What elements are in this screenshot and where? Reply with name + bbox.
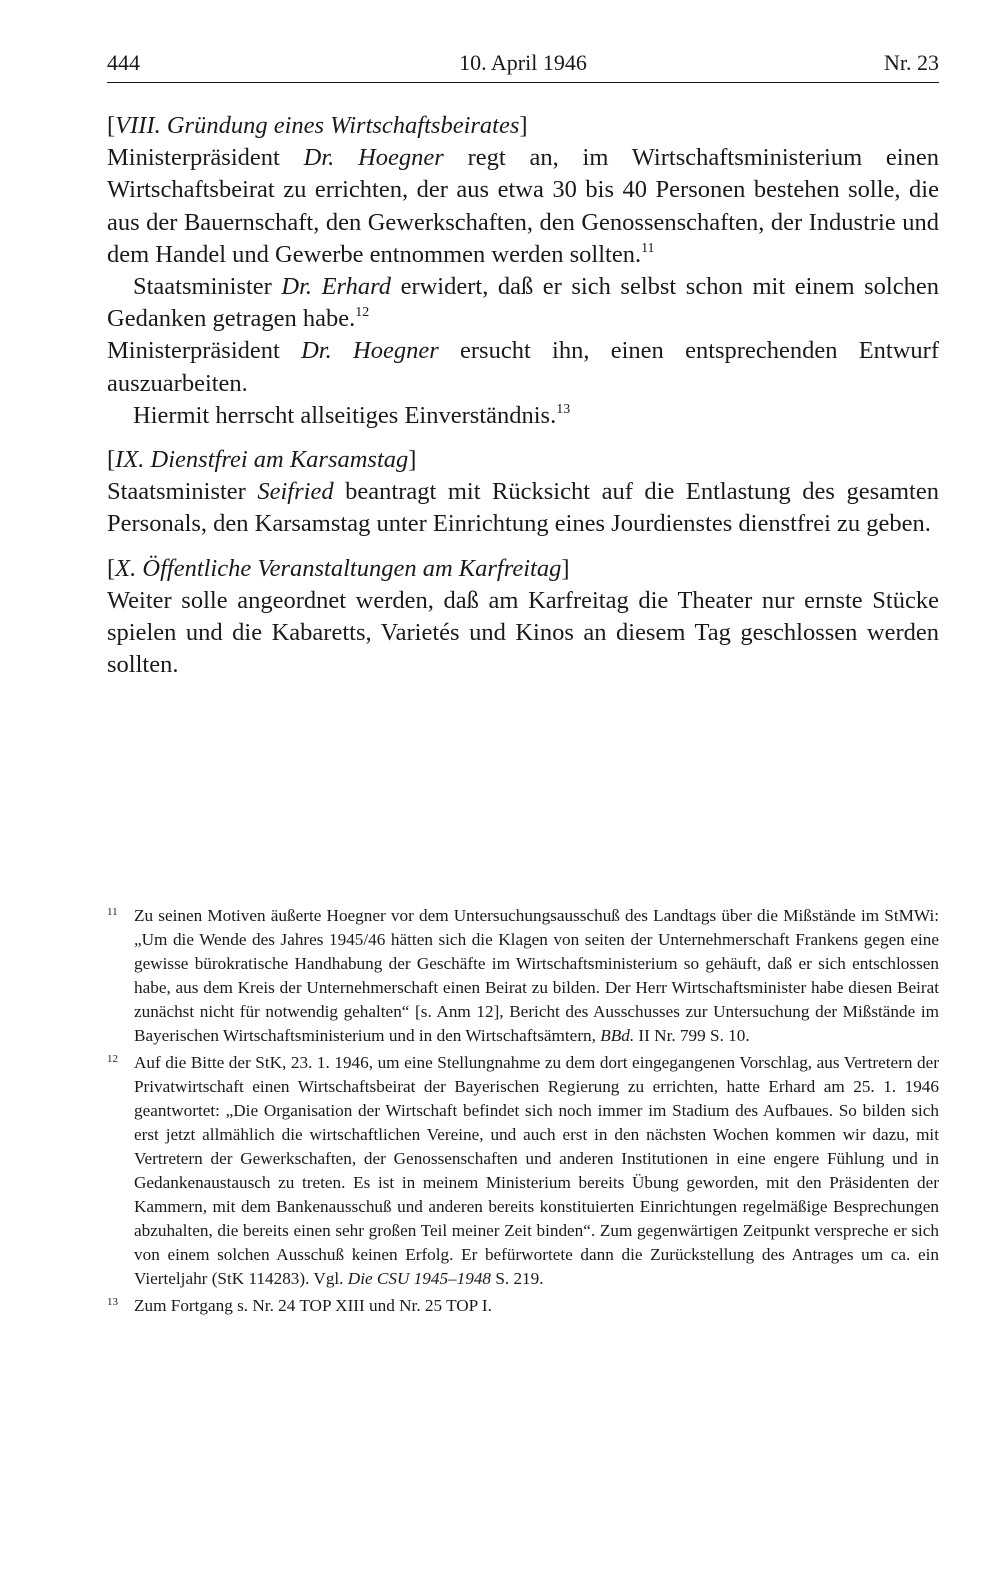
footnotes — [107, 904, 939, 1320]
footnote-ref[interactable]: 12 — [355, 305, 370, 321]
paragraph: Staatsminister Dr. Erhard erwidert, daß er sich selbst schon mit einem solchen Gedanken getragen habe.$^{12}$ — [107, 273, 939, 333]
header-date: 10. April 1946 — [459, 50, 587, 75]
section-heading-ix: [IX. Dienstfrei am Karsamstag] — [107, 446, 417, 474]
footnote-number: 11 — [107, 906, 118, 918]
footnote-ref[interactable]: 13 — [556, 401, 571, 417]
main-text — [107, 110, 939, 681]
paragraph: Weiter solle angeordnet werden, daß am Karfreitag die Theater nur ernste Stücke spielen und die Kabaretts, Varietés und Kinos an diesem Tag geschlossen werden sollten. — [107, 586, 939, 679]
page-number: 444 — [107, 50, 140, 75]
paragraph: Hiermit herrscht allseitiges Einverständnis.$^{13}$ — [133, 401, 571, 429]
footnote-ref[interactable]: 11 — [641, 240, 655, 256]
section-heading-viii: [VIII. Gründung eines Wirtschaftsbeirates] — [107, 112, 528, 139]
document-number: Nr. 23 — [884, 50, 939, 75]
footnote-number: 13 — [107, 1295, 118, 1308]
footnote: 13 Zum Fortgang s. Nr. 24 TOP XIII und Nr. 25 TOP I. — [107, 1294, 939, 1318]
paragraph: Staatsminister Seifried beantragt mit Rücksicht auf die Entlastung des gesamten Personals, den Karsamstag unter Einrichtung eines Jourdienstes dienstfrei zu geben. — [107, 478, 939, 538]
running-head — [107, 50, 939, 80]
section-heading-x: [X. Öffentliche Veranstaltungen am Karfreitag] — [107, 554, 570, 582]
header-rule — [107, 82, 939, 83]
paragraph: Ministerpräsident Dr. Hoegner regt an, im Wirtschaftsministerium einen Wirtschaftsbeirat zu errichten, der aus etwa 30 bis 40 Personen bestehen solle, die aus der Bauernschaft, den Gewerkschaften, den Genossenschaften, der Industrie und dem Handel und Gewerbe entnommen werden sollten.$^{11}$ — [107, 144, 939, 268]
footnote: 12 Auf die Bitte der StK, 23. 1. 1946, um eine Stellungnahme zu dem dort eingegangenen Vorschlag, aus Vertretern der Privatwirtschaft einen Wirtschaftsbeirat der Bayerischen Regierung zu errichten, hatte Erhard am 25. 1. 1946 geantwortet: „Die Organisation der Wirtschaft befindet sich noch immer im Stadium des Aufbaues. So bilden sich erst jetzt allmählich die wirtschaftlichen Vereine, und auch erst in den nächsten Wochen kommen wir dazu, mit Vertretern der Gewerkschaften, der Genossenschaften und anderen Institutionen in eine engere Fühlung und in Gedankenaustausch zu treten. Es ist in meinem Ministerium bereits Übung geworden, mit den Präsidenten der Kammern, mit dem Bankenausschuß und anderen bereits konstituierten Einrichtungen regelmäßige Besprechungen abzuhalten, die bereits einen sehr großen Teil meiner Zeit binden“. Zum gegenwärtigen Zeitpunkt verspreche er sich von einem solchen Ausschuß keinen Erfolg. Er befürwortete dann die Zurückstellung des Antrages um ca. ein Vierteljahr (StK 114283). Vgl. Die CSU 1945–1948 S. 219. — [107, 1051, 939, 1292]
footnote-number: 12 — [107, 1052, 118, 1065]
footnote: 11 Zu seinen Motiven äußerte Hoegner vor dem Untersuchungsausschuß des Landtags über die Mißstände im StMWi: „Um die Wende des Jahres 1945/46 hätten sich die Klagen von seiten der Unternehmerschaft Frankens gegen eine gewisse bürokratische Handhabung der Geschäfte im Wirtschaftsministerium so gehäuft, daß er sich entschlossen habe, aus dem Kreis der Unternehmerschaft einen Beirat zu bilden. Der Herr Wirtschaftsminister habe diesen Beirat zunächst nicht für notwendig gehalten“ [s. Anm 12], Bericht des Ausschusses zur Untersuchung der Mißstände im Bayerischen Wirtschaftsministerium und in den Wirtschaftsämtern, BBd. II Nr. 799 S. 10. — [107, 904, 939, 1049]
paragraph: Ministerpräsident Dr. Hoegner ersucht ihn, einen entsprechenden Entwurf auszuarbeiten. — [107, 337, 940, 397]
